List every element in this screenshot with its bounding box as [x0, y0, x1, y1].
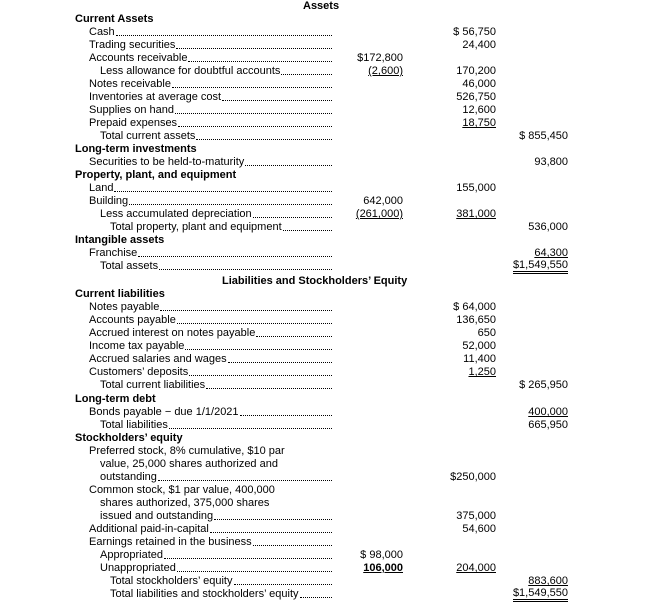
total-liabilities-equity-row: Total liabilities and stockholders’ equity: [110, 588, 332, 601]
preferred-line-2: value, 25,000 shares authorized and: [100, 458, 278, 470]
preferred-row: outstanding: [100, 471, 332, 484]
equity-heading: Stockholders’ equity: [75, 432, 183, 444]
accounts-payable-value: 136,650: [456, 314, 496, 326]
ppe-heading: Property, plant, and equipment: [75, 169, 237, 181]
total-equity-row: Total stockholders’ equity: [110, 575, 332, 588]
inventories-value: 526,750: [456, 91, 496, 103]
allowance-value: (2,600): [368, 65, 403, 77]
supplies-value: 12,600: [462, 104, 496, 116]
common-line-1: Common stock, $1 par value, 400,000: [89, 484, 275, 496]
unappropriated-row: Unappropriated: [100, 562, 332, 575]
common-line-2: shares authorized, 375,000 shares: [100, 497, 270, 509]
total-equity-value: 883,600: [528, 575, 568, 587]
long-term-debt-heading: Long-term debt: [75, 393, 156, 405]
investments-heading: Long-term investments: [75, 143, 197, 155]
ar-net-value: 170,200: [456, 65, 496, 77]
salaries-row: Accrued salaries and wages: [89, 353, 332, 366]
securities-value: 93,800: [534, 156, 568, 168]
land-value: 155,000: [456, 182, 496, 194]
supplies-row: Supplies on hand: [89, 104, 332, 117]
current-liabilities-heading: Current liabilities: [75, 288, 165, 300]
bonds-value: 400,000: [528, 406, 568, 418]
intangibles-heading: Intangible assets: [75, 234, 165, 246]
retained-total-value: 204,000: [456, 562, 496, 574]
inventories-row: Inventories at average cost: [89, 91, 332, 104]
common-row: issued and outstanding: [100, 510, 332, 523]
total-assets-row: Total assets: [100, 260, 332, 273]
ar-row: Accounts receivable: [89, 52, 332, 65]
prepaid-row: Prepaid expenses: [89, 117, 332, 130]
notes-receivable-row: Notes receivable: [89, 78, 332, 91]
building-value: 642,000: [363, 195, 403, 207]
franchise-row: Franchise: [89, 247, 332, 260]
current-assets-heading: Current Assets: [75, 13, 154, 25]
accrued-interest-row: Accrued interest on notes payable: [89, 327, 332, 340]
securities-row: Securities to be held-to-maturity: [89, 156, 332, 169]
bonds-row: Bonds payable − due 1/1/2021: [89, 406, 332, 419]
notes-receivable-value: 46,000: [462, 78, 496, 90]
appropriated-row: Appropriated: [100, 549, 332, 562]
liabilities-title: Liabilities and Stockholders’ Equity: [222, 275, 408, 287]
cash-row: Cash: [89, 26, 332, 39]
income-tax-row: Income tax payable: [89, 340, 332, 353]
total-liabilities-value: 665,950: [528, 419, 568, 431]
unappropriated-value: 106,000: [363, 562, 403, 574]
total-ppe-value: 536,000: [528, 221, 568, 233]
apic-value: 54,600: [462, 523, 496, 535]
assets-title: Assets: [303, 0, 340, 12]
trading-value: 24,400: [462, 39, 496, 51]
accounts-payable-row: Accounts payable: [89, 314, 332, 327]
income-tax-value: 52,000: [462, 340, 496, 352]
franchise-value: 64,300: [534, 247, 568, 259]
total-current-liabilities-row: Total current liabilities: [100, 379, 332, 392]
preferred-line-1: Preferred stock, 8% cumulative, $10 par: [89, 445, 285, 457]
building-net-value: 381,000: [456, 208, 496, 220]
total-assets-value: $1,549,550: [513, 260, 568, 274]
total-current-assets-row: Total current assets: [100, 130, 332, 143]
allowance-row: Less allowance for doubtful accounts: [100, 65, 332, 78]
salaries-value: 11,400: [463, 353, 496, 365]
accrued-interest-value: 650: [477, 327, 496, 339]
deposits-row: Customers’ deposits: [89, 366, 332, 379]
trading-row: Trading securities: [89, 39, 332, 52]
total-current-liabilities-value: $ 265,950: [519, 379, 568, 391]
cash-value: $ 56,750: [453, 26, 496, 38]
apic-row: Additional paid-in-capital: [89, 523, 332, 536]
total-current-assets-value: $ 855,450: [519, 130, 568, 142]
total-liabilities-row: Total liabilities: [100, 419, 332, 432]
common-value: 375,000: [456, 510, 496, 522]
retained-row: Earnings retained in the business: [89, 536, 332, 549]
notes-payable-value: $ 64,000: [453, 301, 496, 313]
deposits-value: 1,250: [468, 366, 496, 378]
building-row: Building: [89, 195, 332, 208]
depreciation-row: Less accumulated depreciation: [100, 208, 332, 221]
ar-gross-value: $172,800: [357, 52, 403, 64]
total-liabilities-equity-value: $1,549,550: [513, 588, 568, 602]
appropriated-value: $ 98,000: [360, 549, 403, 561]
land-row: Land: [89, 182, 332, 195]
notes-payable-row: Notes payable: [89, 301, 332, 314]
prepaid-value: 18,750: [462, 117, 496, 129]
preferred-value: $250,000: [450, 471, 496, 483]
total-ppe-row: Total property, plant and equipment: [110, 221, 332, 234]
depreciation-value: (261,000): [355, 208, 403, 220]
